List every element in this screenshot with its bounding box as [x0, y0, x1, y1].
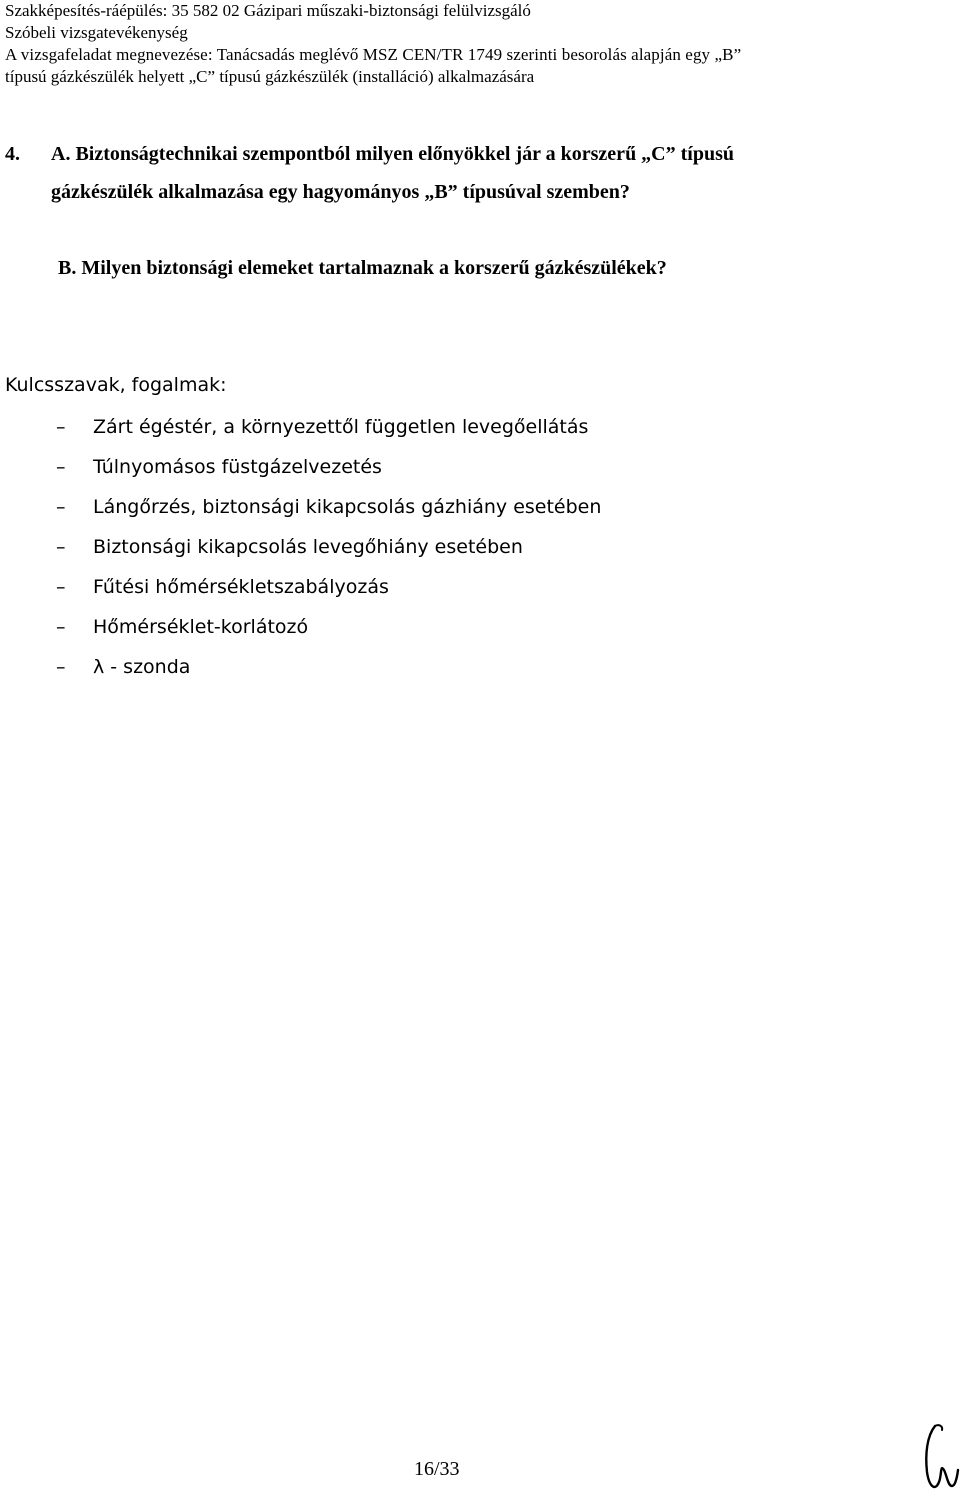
keyword-text: λ - szonda — [93, 656, 191, 678]
question-b: B. Milyen biztonsági elemeket tartalmaznak a korszerű gázkészülékek? — [58, 257, 667, 279]
keyword-text: Lángőrzés, biztonsági kikapcsolás gázhiány esetében — [93, 496, 602, 518]
dash-bullet: – — [56, 536, 66, 558]
keyword-text: Hőmérséklet-korlátozó — [93, 616, 309, 638]
list-item — [56, 654, 601, 694]
dash-bullet: – — [56, 416, 66, 438]
dash-bullet: – — [56, 576, 66, 598]
header-exam-activity: Szóbeli vizsgatevékenység — [5, 23, 188, 42]
list-item — [56, 614, 601, 654]
dash-bullet: – — [56, 456, 66, 478]
question-a — [5, 135, 880, 211]
header-task-name-line2: típusú gázkészülék helyett „C” típusú gázkészülék (installáció) alkalmazására — [5, 67, 535, 86]
dash-bullet: – — [56, 496, 66, 518]
list-item — [56, 534, 601, 574]
keyword-text: Túlnyomásos füstgázelvezetés — [93, 456, 382, 478]
list-item — [56, 454, 601, 494]
keyword-text: Fűtési hőmérsékletszabályozás — [93, 576, 389, 598]
dash-bullet: – — [56, 656, 66, 678]
header-qualification: Szakképesítés-ráépülés: 35 582 02 Gázipari műszaki-biztonsági felülvizsgáló — [5, 1, 531, 20]
signature-mark — [915, 1420, 960, 1500]
question-a-line1: A. Biztonságtechnikai szempontból milyen előnyökkel jár a korszerű „C” típusú — [51, 143, 734, 165]
page-number: 16/33 — [414, 1458, 460, 1480]
list-item — [56, 574, 601, 614]
keywords-list — [56, 414, 601, 694]
list-item — [56, 414, 601, 454]
question-a-line2: gázkészülék alkalmazása egy hagyományos „B” típusúval szemben? — [51, 181, 630, 203]
list-item — [56, 494, 601, 534]
dash-bullet: – — [56, 616, 66, 638]
document-header — [5, 0, 741, 88]
keyword-text: Zárt égéstér, a környezettől független levegőellátás — [93, 416, 589, 438]
question-number: 4. — [5, 143, 20, 165]
keywords-title: Kulcsszavak, fogalmak: — [5, 374, 227, 396]
header-task-name-line1: A vizsgafeladat megnevezése: Tanácsadás meglévő MSZ CEN/TR 1749 szerinti besorolás alapján egy „B” — [5, 45, 742, 64]
keyword-text: Biztonsági kikapcsolás levegőhiány esetében — [93, 536, 523, 558]
